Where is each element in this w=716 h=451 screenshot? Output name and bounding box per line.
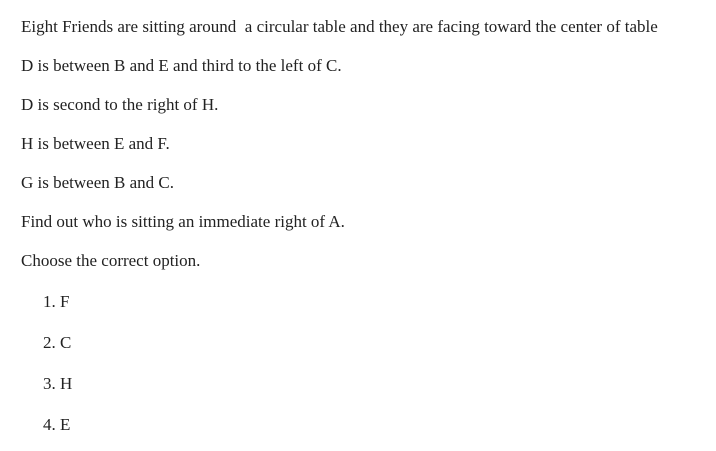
option-label: E xyxy=(60,415,71,434)
option-label: C xyxy=(60,333,72,352)
option-label: F xyxy=(60,292,70,311)
option-1 xyxy=(43,292,69,312)
option-number: 1. xyxy=(43,292,56,311)
option-4 xyxy=(43,415,70,435)
question-intro: Eight Friends are sitting around a circular table and they are facing toward the center of table xyxy=(21,17,658,36)
option-number: 2. xyxy=(43,333,56,352)
clue-1: D is between B and E and third to the left of C. xyxy=(21,56,342,75)
option-2 xyxy=(43,333,71,353)
instruction: Choose the correct option. xyxy=(21,251,201,270)
option-number: 3. xyxy=(43,374,56,393)
option-label: H xyxy=(60,374,73,393)
question-ask: Find out who is sitting an immediate right of A. xyxy=(21,212,345,231)
option-3 xyxy=(43,374,72,394)
clue-3: H is between E and F. xyxy=(21,134,170,153)
clue-4: G is between B and C. xyxy=(21,173,174,192)
option-number: 4. xyxy=(43,415,56,434)
clue-2: D is second to the right of H. xyxy=(21,95,219,114)
